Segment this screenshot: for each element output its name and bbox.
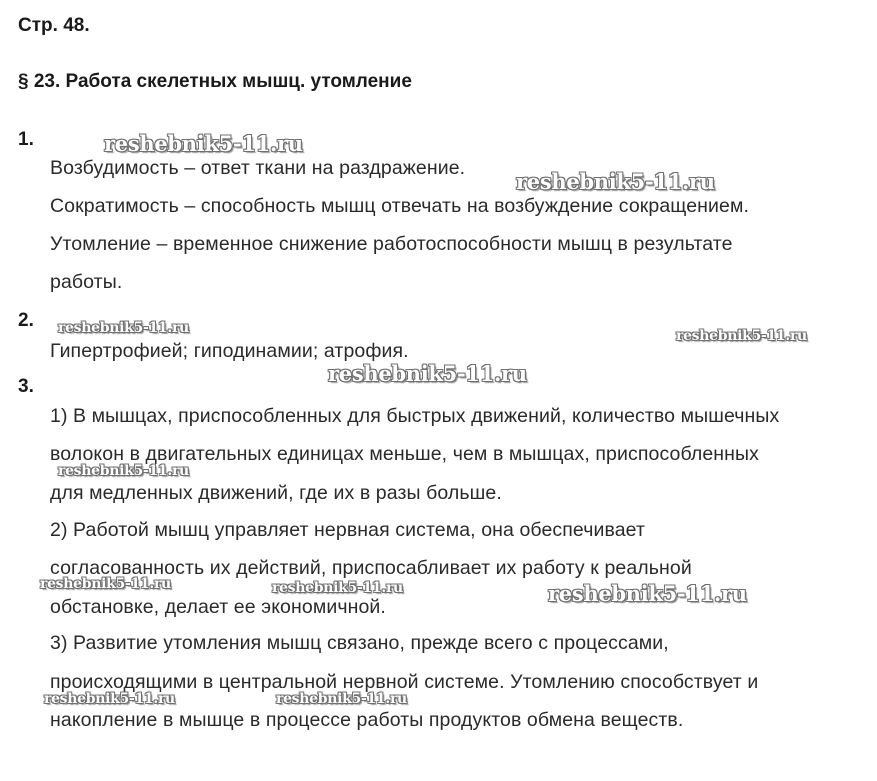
answer-line: Возбудимость – ответ ткани на раздражение. [50, 157, 466, 179]
watermark: reshebnik5-11.ru [58, 463, 189, 479]
answer-line: обстановке, делает ее экономичной. [50, 596, 386, 618]
watermark: reshebnik5-11.ru [676, 328, 807, 344]
answer-number: 3. [18, 376, 34, 397]
answer-number: 1. [18, 129, 34, 150]
watermark: reshebnik5-11.ru [516, 169, 715, 194]
answer-line: Гипертрофией; гиподинамии; атрофия. [50, 340, 409, 362]
watermark: reshebnik5-11.ru [58, 320, 189, 336]
answer-line: 1) В мышцах, приспособленных для быстрых движений, количество мышечных [50, 405, 780, 427]
answer-number: 2. [18, 310, 34, 331]
answer-line: происходящими в центральной нервной системе. Утомлению способствует и [50, 671, 759, 693]
answer-line: Сократимость – способность мышц отвечать на возбуждение сокращением. [50, 195, 750, 217]
watermark: reshebnik5-11.ru [328, 361, 527, 386]
watermark: reshebnik5-11.ru [44, 691, 175, 707]
watermark: reshebnik5-11.ru [272, 580, 403, 596]
answer-line: 2) Работой мышц управляет нервная система, она обеспечивает [50, 519, 645, 541]
answer-line: волокон в двигательных единицах меньше, чем в мышцах, приспособленных [50, 443, 759, 465]
watermark: reshebnik5-11.ru [548, 581, 747, 606]
watermark: reshebnik5-11.ru [104, 131, 303, 156]
answer-line: для медленных движений, где их в разы больше. [50, 482, 502, 504]
answer-line: работы. [50, 271, 123, 293]
page-label: Стр. 48. [18, 15, 90, 36]
watermark: reshebnik5-11.ru [40, 576, 171, 592]
answer-line: согласованность их действий, приспосабливает их работу к реальной [50, 557, 692, 579]
watermark: reshebnik5-11.ru [276, 691, 407, 707]
answer-line: накопление в мышце в процессе работы продуктов обмена веществ. [50, 709, 684, 731]
answer-line: 3) Развитие утомления мышц связано, прежде всего с процессами, [50, 632, 669, 654]
section-title: § 23. Работа скелетных мышц. утомление [18, 71, 412, 92]
answer-line: Утомление – временное снижение работоспособности мышц в результате [50, 233, 733, 255]
